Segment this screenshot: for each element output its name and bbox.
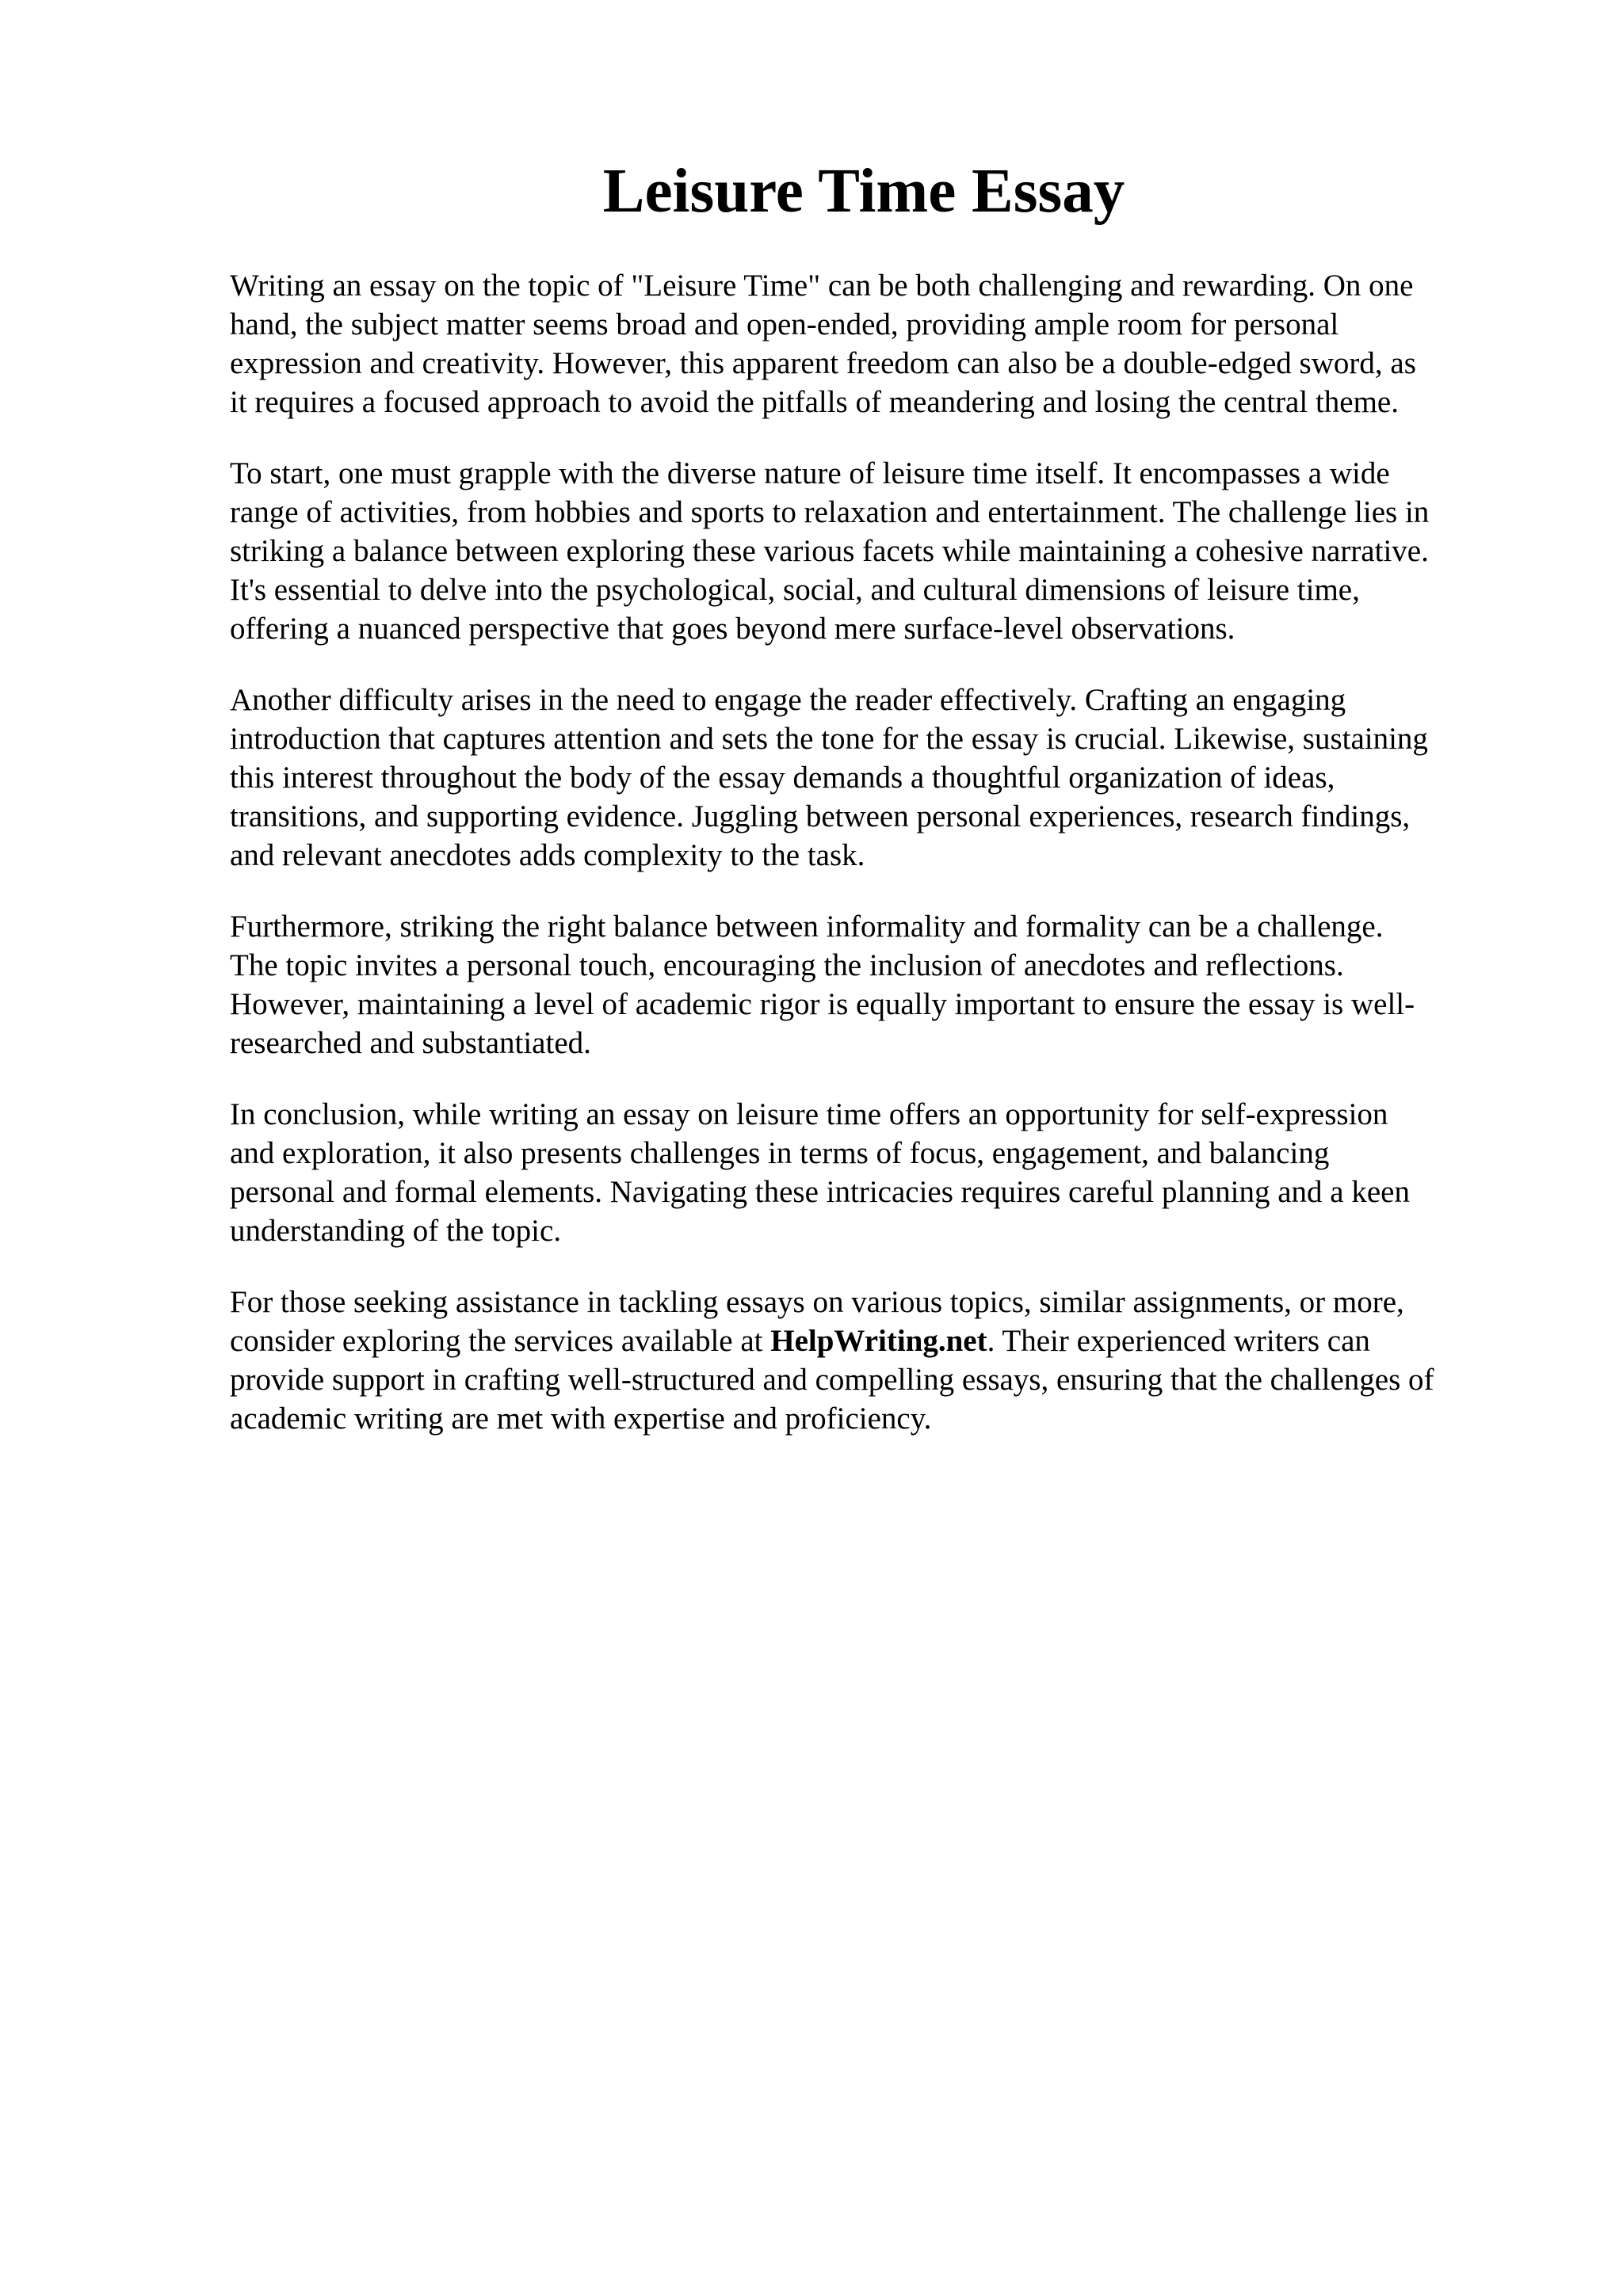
- paragraph-intro: [230, 266, 1577, 421]
- text-line: and exploration, it also presents challenges in terms of focus, engagement, and balancing: [230, 1136, 1330, 1170]
- text-line: expression and creativity. However, this apparent freedom can also be a double-edged sword, as: [230, 346, 1416, 380]
- document-body: [230, 266, 1577, 1470]
- text-line: [230, 1322, 1577, 1360]
- paragraph-conclusion: [230, 1095, 1577, 1250]
- text-line: In conclusion, while writing an essay on leisure time offers an opportunity for self-expression: [230, 1097, 1388, 1131]
- paragraph-promo: [230, 1283, 1577, 1438]
- text-line: It's essential to delve into the psychological, social, and cultural dimensions of leisure time,: [230, 573, 1360, 607]
- text-line: Another difficulty arises in the need to engage the reader effectively. Crafting an engaging: [230, 683, 1346, 717]
- text-line: Furthermore, striking the right balance between informality and formality can be a challenge.: [230, 910, 1384, 944]
- document-title: Leisure Time Essay: [602, 157, 1125, 226]
- text-line: academic writing are met with expertise and proficiency.: [230, 1402, 932, 1436]
- text-line: However, maintaining a level of academic rigor is equally important to ensure the essay is well-: [230, 987, 1415, 1021]
- text-line: personal and formal elements. Navigating these intricacies requires careful planning and a keen: [230, 1175, 1410, 1209]
- paragraph-engage-reader: [230, 681, 1577, 875]
- text-segment: . Their experienced writers can: [987, 1324, 1370, 1358]
- text-line: Writing an essay on the topic of "Leisure Time" can be both challenging and rewarding. On one: [230, 269, 1414, 303]
- text-line: understanding of the topic.: [230, 1214, 562, 1248]
- text-line: striking a balance between exploring these various facets while maintaining a cohesive narrative.: [230, 534, 1429, 568]
- text-line: provide support in crafting well-structured and compelling essays, ensuring that the challenges of: [230, 1363, 1434, 1397]
- text-line: introduction that captures attention and sets the tone for the essay is crucial. Likewise, sustaining: [230, 722, 1428, 756]
- text-line: hand, the subject matter seems broad and open-ended, providing ample room for personal: [230, 307, 1339, 341]
- text-line: The topic invites a personal touch, encouraging the inclusion of anecdotes and reflections.: [230, 948, 1344, 982]
- text-line: researched and substantiated.: [230, 1026, 591, 1060]
- brand-name: HelpWriting.net: [770, 1324, 987, 1358]
- text-line: offering a nuanced perspective that goes beyond mere surface-level observations.: [230, 612, 1235, 646]
- text-line: To start, one must grapple with the diverse nature of leisure time itself. It encompasses a wide: [230, 456, 1390, 490]
- text-line: and relevant anecdotes adds complexity to the task.: [230, 838, 865, 872]
- paragraph-diverse-nature: [230, 454, 1577, 648]
- text-line: this interest throughout the body of the essay demands a thoughtful organization of ideas,: [230, 761, 1335, 795]
- text-line: it requires a focused approach to avoid the pitfalls of meandering and losing the central theme.: [230, 385, 1399, 419]
- text-line: range of activities, from hobbies and sports to relaxation and entertainment. The challenge lies in: [230, 495, 1430, 529]
- text-line: For those seeking assistance in tackling essays on various topics, similar assignments, or more,: [230, 1285, 1404, 1319]
- text-segment: consider exploring the services available at: [230, 1324, 771, 1358]
- paragraph-balance: [230, 907, 1577, 1062]
- text-line: transitions, and supporting evidence. Juggling between personal experiences, research findings,: [230, 799, 1411, 833]
